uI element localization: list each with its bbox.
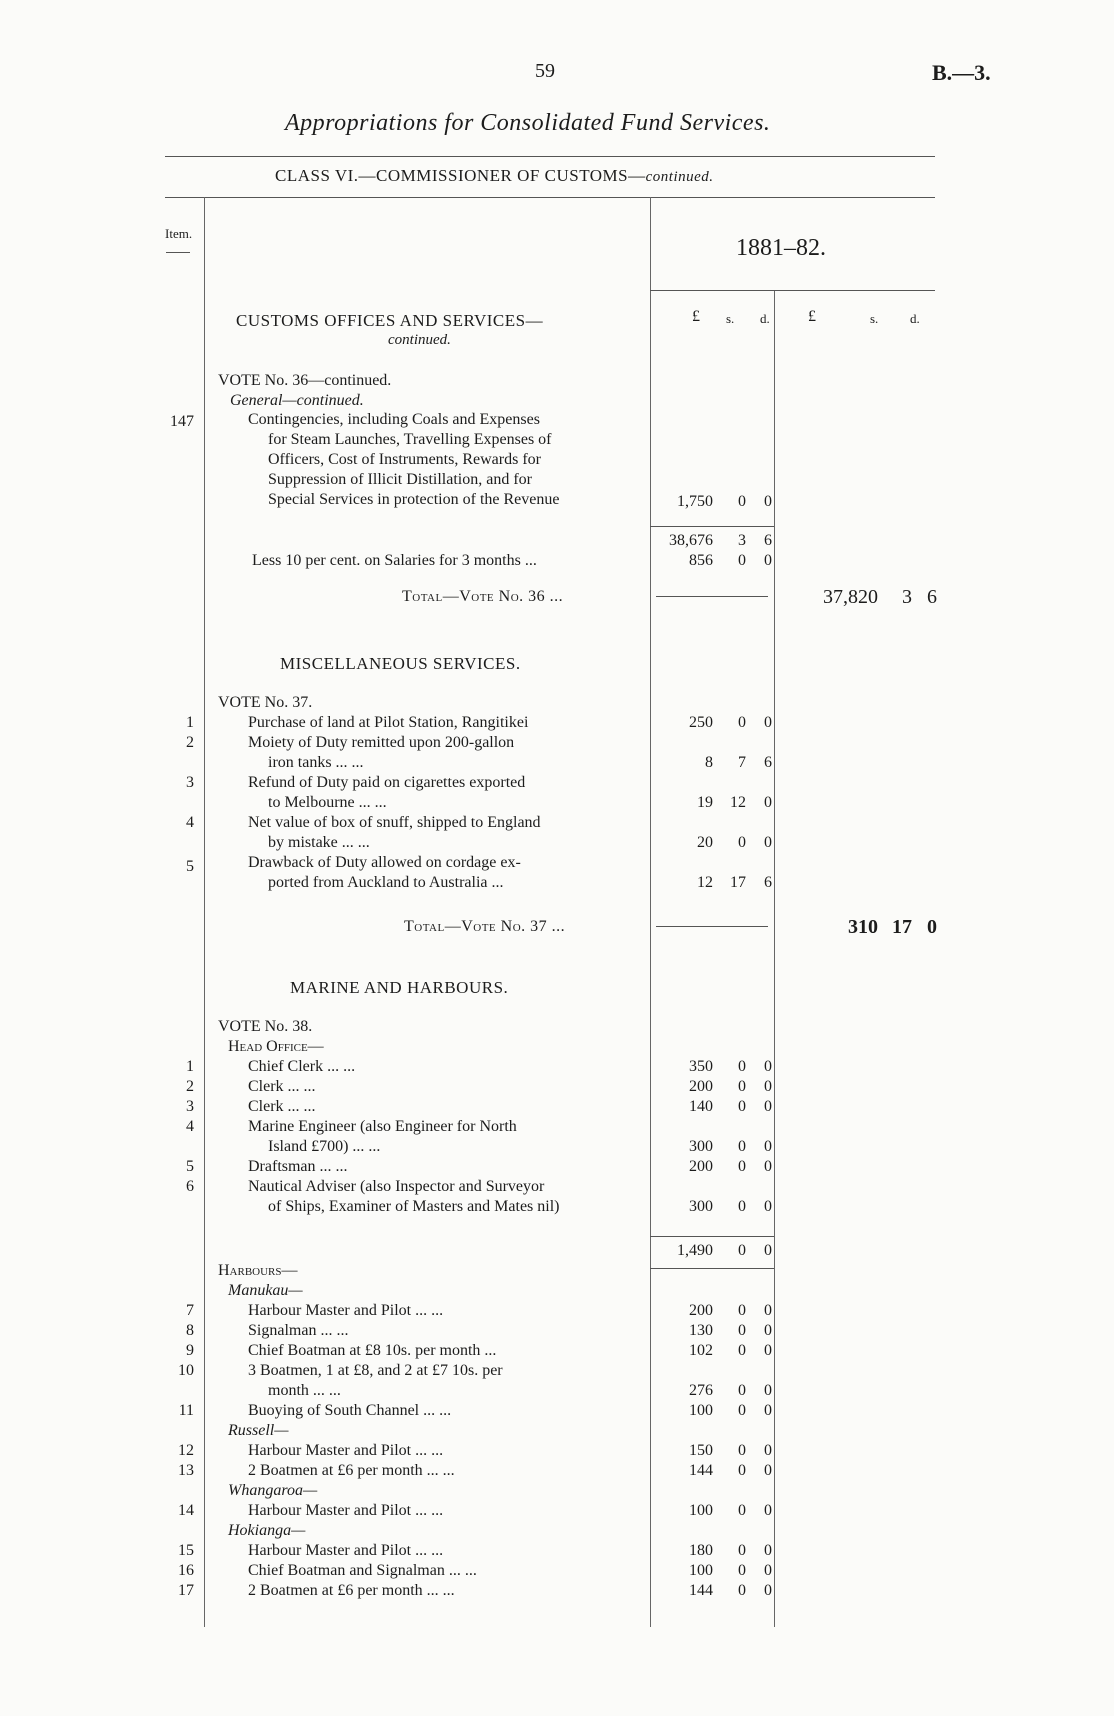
amount-shillings: 0	[738, 1302, 746, 1319]
amount-row	[0, 874, 1114, 894]
vote-37-total	[0, 916, 1114, 942]
item-description: Purchase of land at Pilot Station, Rangitikei	[248, 714, 529, 731]
amount-pounds: 140	[689, 1098, 713, 1115]
pence-header: d.	[760, 311, 770, 326]
total-column-divider	[774, 290, 775, 1627]
head-office-label: Head Office—	[228, 1038, 324, 1055]
amount-row	[0, 794, 1114, 814]
whangaroa-label: Whangaroa—	[228, 1482, 318, 1499]
amount-pounds: 8	[705, 754, 713, 771]
amount-shillings: 0	[738, 1198, 746, 1215]
amount-pence: 0	[764, 1342, 772, 1359]
amount-pence: 0	[764, 1582, 772, 1599]
vote-37-total-label: Total—Vote No. 37 ...	[404, 918, 566, 935]
item-number: 15	[178, 1542, 194, 1559]
customs-heading: CUSTOMS OFFICES AND SERVICES—	[236, 311, 544, 330]
subtotal-rule	[650, 1236, 774, 1237]
amount-pounds: 100	[689, 1562, 713, 1579]
amount-pounds: 144	[689, 1462, 713, 1479]
vote-36-label: VOTE No. 36—continued.	[218, 372, 392, 389]
shillings-header: s.	[726, 311, 735, 326]
item-description: Clerk ... ...	[248, 1078, 316, 1095]
page-number: 59	[535, 60, 555, 82]
amount-row	[0, 1402, 1114, 1422]
amount-row	[0, 1542, 1114, 1562]
item-number: 1	[186, 1058, 194, 1075]
russell-label: Russell—	[228, 1422, 289, 1439]
amount-shillings: 0	[738, 1058, 746, 1075]
item-description: Moiety of Duty remitted upon 200-gallon	[248, 734, 515, 751]
item-description: Harbour Master and Pilot ... ...	[248, 1502, 444, 1519]
amount-pence: 0	[764, 1502, 772, 1519]
item-description: for Steam Launches, Travelling Expenses of	[268, 431, 552, 448]
amount-row	[0, 1382, 1114, 1402]
item-number: 13	[178, 1462, 194, 1479]
total-pence: 0	[927, 916, 937, 938]
amount-row	[0, 754, 1114, 774]
amount-shillings: 0	[738, 1442, 746, 1459]
amount-shillings: 17	[730, 874, 746, 891]
item-number: 7	[186, 1302, 194, 1319]
amount-shillings: 0	[738, 493, 746, 510]
amount-row	[0, 1302, 1114, 1322]
item-underline	[166, 252, 190, 253]
amount-pounds: 1,750	[677, 493, 713, 510]
item-number: 2	[186, 1078, 194, 1095]
amount-pence: 6	[764, 754, 772, 771]
item-description: 2 Boatmen at £6 per month ... ...	[248, 1582, 455, 1599]
amount-pounds: 300	[689, 1138, 713, 1155]
less-shillings: 0	[738, 552, 746, 569]
item-number: 4	[186, 1118, 194, 1135]
item-description: Refund of Duty paid on cigarettes exported	[248, 774, 526, 791]
item-description: Harbour Master and Pilot ... ...	[248, 1442, 444, 1459]
item-description: Nautical Adviser (also Inspector and Surveyor	[248, 1178, 545, 1195]
pound-total-header: £	[808, 308, 816, 325]
item-description: ported from Auckland to Australia ...	[268, 874, 504, 891]
customs-heading-continued: continued.	[388, 332, 451, 348]
item-description: Drawback of Duty allowed on cordage ex-	[248, 854, 521, 871]
page-title: Appropriations for Consolidated Fund Services.	[285, 110, 771, 136]
item-number: 3	[186, 1098, 194, 1115]
amount-shillings: 7	[738, 754, 746, 771]
item-number: 11	[178, 1402, 194, 1419]
item-description: Harbour Master and Pilot ... ...	[248, 1302, 444, 1319]
year-rule	[650, 290, 935, 291]
subtotal-pounds: 38,676	[669, 532, 713, 549]
amount-pence: 0	[764, 1442, 772, 1459]
amount-pence: 0	[764, 1078, 772, 1095]
amount-pence: 0	[764, 493, 772, 510]
subtotal-pence: 6	[764, 532, 772, 549]
item-description: Draftsman ... ...	[248, 1158, 348, 1175]
item-number: 4	[186, 814, 194, 831]
amount-row	[0, 1078, 1114, 1098]
amount-pounds: 150	[689, 1442, 713, 1459]
item-number: 1	[186, 714, 194, 731]
amount-pounds: 250	[689, 714, 713, 731]
item-number: 10	[178, 1362, 194, 1379]
amount-row	[0, 1582, 1114, 1602]
amount-pence: 0	[764, 1382, 772, 1399]
subtotal-shillings: 3	[738, 532, 746, 549]
amount-row	[0, 1058, 1114, 1078]
amount-row	[0, 1198, 1114, 1218]
amount-shillings: 0	[738, 1158, 746, 1175]
item-description: Suppression of Illicit Distillation, and for	[268, 471, 532, 488]
amount-shillings: 0	[738, 1342, 746, 1359]
class-title	[275, 166, 714, 186]
amount-pounds: 100	[689, 1502, 713, 1519]
subtotal-row	[0, 532, 1114, 552]
amount-shillings: 0	[738, 1402, 746, 1419]
total-shillings: 3	[902, 586, 912, 608]
amount-pence: 0	[764, 1058, 772, 1075]
amount-row	[0, 1322, 1114, 1342]
item-number: 2	[186, 734, 194, 751]
item-description: Island £700) ... ...	[268, 1138, 381, 1155]
shillings-total-header: s.	[870, 311, 879, 326]
subtotal-rule	[650, 1268, 774, 1269]
amount-row	[0, 1138, 1114, 1158]
class-rule	[165, 197, 935, 198]
subtotal-pence: 0	[764, 1242, 772, 1259]
item-description: Special Services in protection of the Revenue	[268, 491, 560, 508]
item-description: Chief Clerk ... ...	[248, 1058, 356, 1075]
general-label: General—continued.	[230, 392, 364, 409]
item-number: 5	[186, 1158, 194, 1175]
amount-shillings: 0	[738, 834, 746, 851]
title-rule	[165, 156, 935, 157]
less-pounds: 856	[689, 552, 713, 569]
year-column-header: 1881–82.	[736, 235, 826, 261]
amount-shillings: 0	[738, 1098, 746, 1115]
total-shillings: 17	[892, 916, 912, 938]
amount-pence: 0	[764, 1322, 772, 1339]
item-description: Signalman ... ...	[248, 1322, 349, 1339]
amount-pounds: 100	[689, 1402, 713, 1419]
amount-pence: 0	[764, 1138, 772, 1155]
amount-pence: 0	[764, 794, 772, 811]
vote-38-label: VOTE No. 38.	[218, 1018, 313, 1035]
amount-pounds: 130	[689, 1322, 713, 1339]
vote-37-label: VOTE No. 37.	[218, 694, 313, 711]
amount-pounds: 200	[689, 1302, 713, 1319]
item-description: iron tanks ... ...	[268, 754, 364, 771]
amount-row	[0, 834, 1114, 854]
amount-pence: 0	[764, 834, 772, 851]
subtotal-shillings: 0	[738, 1242, 746, 1259]
item-description: Harbour Master and Pilot ... ...	[248, 1542, 444, 1559]
item-number: 16	[178, 1562, 194, 1579]
amount-row	[0, 714, 1114, 734]
document-reference: B.—3.	[932, 60, 991, 85]
amount-pounds: 200	[689, 1158, 713, 1175]
total-pence: 6	[927, 586, 937, 608]
item-number: 5	[186, 858, 194, 875]
amount-row	[0, 1158, 1114, 1178]
item-number: 14	[178, 1502, 194, 1519]
amount-shillings: 0	[738, 1382, 746, 1399]
amount-pounds: 200	[689, 1078, 713, 1095]
amount-pence: 6	[764, 874, 772, 891]
item-description: Chief Boatman and Signalman ... ...	[248, 1562, 477, 1579]
amount-shillings: 0	[738, 1542, 746, 1559]
amount-pence: 0	[764, 1402, 772, 1419]
subtotal-pounds: 1,490	[677, 1242, 713, 1259]
amount-pounds: 350	[689, 1058, 713, 1075]
amount-row	[0, 1462, 1114, 1482]
amount-shillings: 0	[738, 1138, 746, 1155]
amount-pence: 0	[764, 1462, 772, 1479]
pence-total-header: d.	[910, 311, 920, 326]
amount-shillings: 0	[738, 1582, 746, 1599]
item-description: Contingencies, including Coals and Expenses	[248, 411, 540, 428]
amount-shillings: 0	[738, 1322, 746, 1339]
marine-heading: MARINE AND HARBOURS.	[290, 978, 509, 997]
item-description: 3 Boatmen, 1 at £8, and 2 at £7 10s. per	[248, 1362, 503, 1379]
amount-row	[0, 493, 1114, 513]
amount-pounds: 12	[697, 874, 713, 891]
item-description: of Ships, Examiner of Masters and Mates nil)	[268, 1198, 560, 1215]
item-description: Clerk ... ...	[248, 1098, 316, 1115]
item-description: Buoying of South Channel ... ...	[248, 1402, 452, 1419]
amount-row	[0, 1098, 1114, 1118]
amount-pence: 0	[764, 714, 772, 731]
misc-heading: MISCELLANEOUS SERVICES.	[280, 654, 521, 673]
item-number: 17	[178, 1582, 194, 1599]
amount-pence: 0	[764, 1158, 772, 1175]
amount-pence: 0	[764, 1098, 772, 1115]
vote-36-total-label: Total—Vote No. 36 ...	[402, 588, 564, 605]
item-description: by mistake ... ...	[268, 834, 370, 851]
harbours-label: Harbours—	[218, 1262, 298, 1279]
amount-pounds: 20	[697, 834, 713, 851]
item-description: to Melbourne ... ...	[268, 794, 387, 811]
total-pounds: 37,820	[823, 586, 878, 608]
subtotal-rule	[650, 526, 774, 527]
item-number: 6	[186, 1178, 194, 1195]
subtotal-row	[0, 1242, 1114, 1262]
item-description: Officers, Cost of Instruments, Rewards for	[268, 451, 541, 468]
amount-pence: 0	[764, 1542, 772, 1559]
amount-pounds: 180	[689, 1542, 713, 1559]
amount-shillings: 0	[738, 1462, 746, 1479]
item-number: 9	[186, 1342, 194, 1359]
amount-row	[0, 1562, 1114, 1582]
amount-pounds: 19	[697, 794, 713, 811]
amount-pounds: 144	[689, 1582, 713, 1599]
amount-pounds: 276	[689, 1382, 713, 1399]
item-description: 2 Boatmen at £6 per month ... ...	[248, 1462, 455, 1479]
item-description: Net value of box of snuff, shipped to England	[248, 814, 541, 831]
amount-pounds: 102	[689, 1342, 713, 1359]
amount-shillings: 0	[738, 1502, 746, 1519]
item-number: 3	[186, 774, 194, 791]
amount-pence: 0	[764, 1562, 772, 1579]
manukau-label: Manukau—	[228, 1282, 303, 1299]
vote-36-total	[0, 586, 1114, 612]
pound-header: £	[692, 308, 700, 325]
item-description: month ... ...	[268, 1382, 341, 1399]
amount-shillings: 0	[738, 714, 746, 731]
hokianga-label: Hokianga—	[228, 1522, 306, 1539]
item-description: Marine Engineer (also Engineer for North	[248, 1118, 517, 1135]
amount-row	[0, 1502, 1114, 1522]
item-number: 147	[170, 413, 194, 430]
amount-row	[0, 1442, 1114, 1462]
item-number: 12	[178, 1442, 194, 1459]
less-pence: 0	[764, 552, 772, 569]
less-label: Less 10 per cent. on Salaries for 3 months ...	[252, 552, 537, 569]
amount-pence: 0	[764, 1198, 772, 1215]
item-description: Chief Boatman at £8 10s. per month ...	[248, 1342, 497, 1359]
item-column-header: Item.	[165, 226, 193, 241]
amount-row	[0, 1342, 1114, 1362]
class-title-continued: continued.	[645, 169, 714, 185]
amount-shillings: 12	[730, 794, 746, 811]
total-pounds: 310	[848, 916, 878, 938]
class-title-text: CLASS VI.—COMMISSIONER OF CUSTOMS—	[275, 166, 646, 185]
less-row	[0, 552, 1114, 572]
amount-pence: 0	[764, 1302, 772, 1319]
item-number: 8	[186, 1322, 194, 1339]
amount-shillings: 0	[738, 1078, 746, 1095]
amount-shillings: 0	[738, 1562, 746, 1579]
amount-pounds: 300	[689, 1198, 713, 1215]
